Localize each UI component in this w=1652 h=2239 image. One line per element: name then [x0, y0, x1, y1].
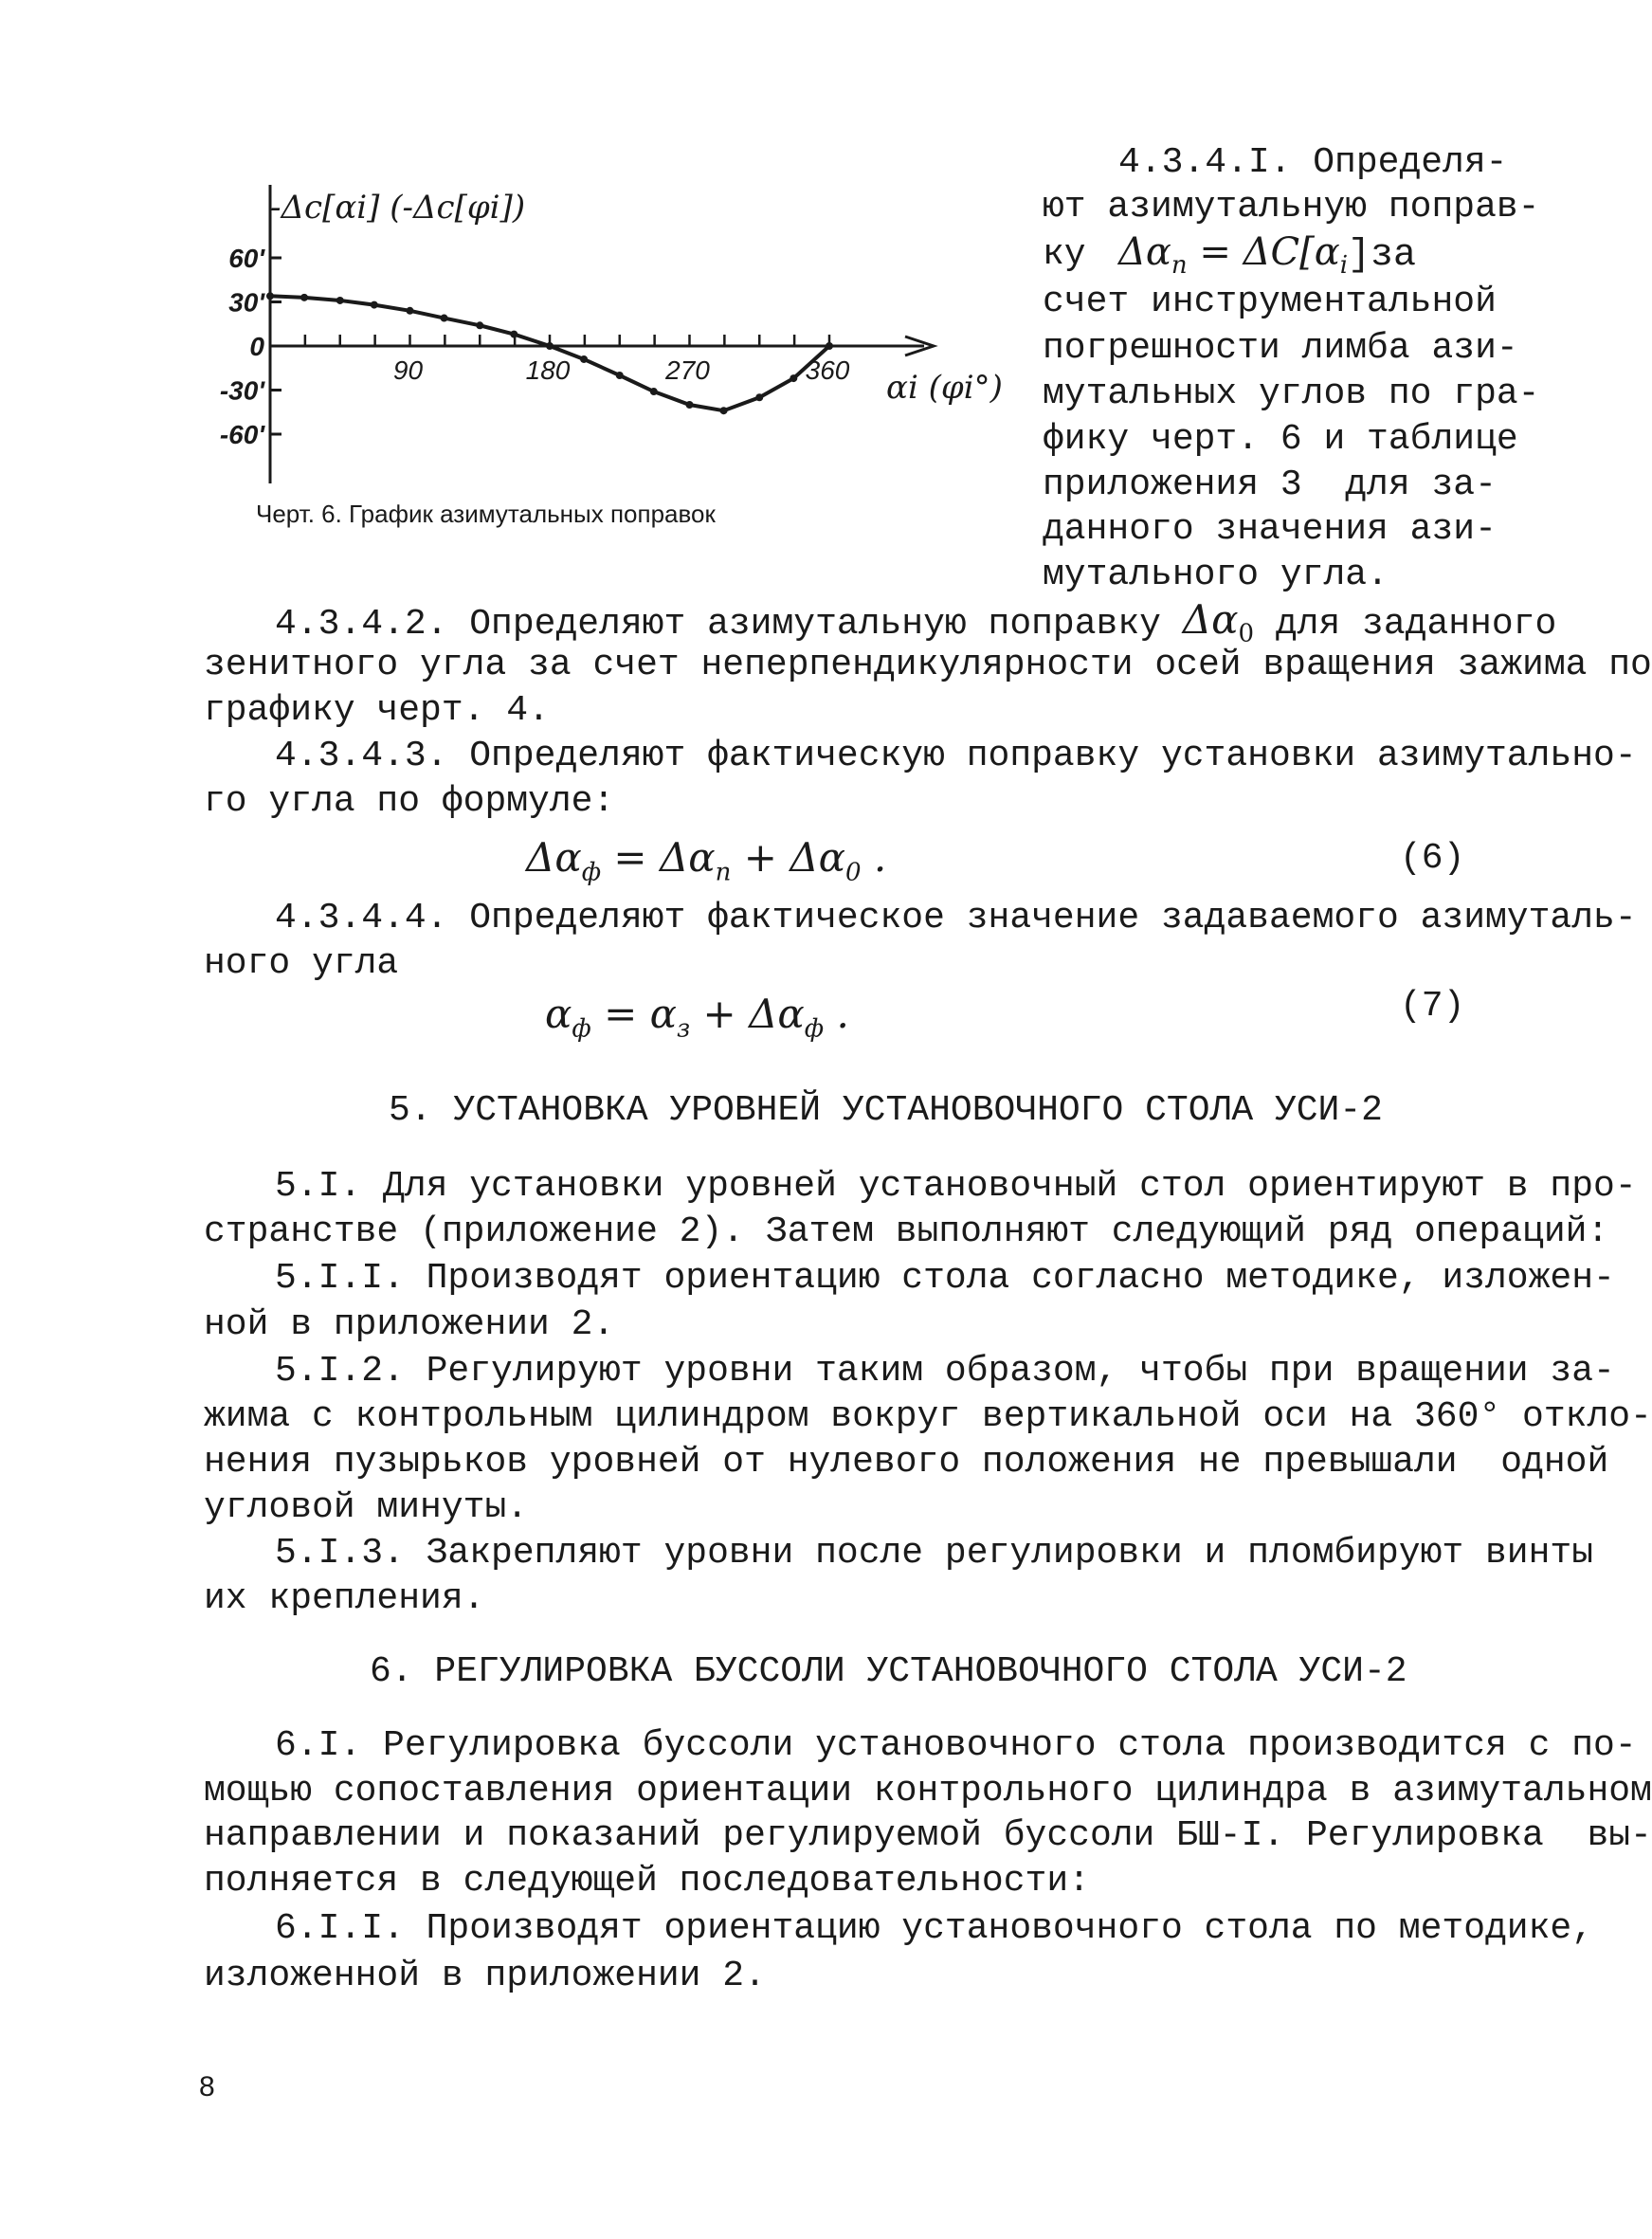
s5-line: жима с контрольным цилиндром вокруг вертикальной оси на 360° откло- — [204, 1396, 1652, 1437]
azimuth-correction-chart — [219, 171, 1003, 512]
data-point — [826, 342, 833, 350]
paragraph-4342-line2: зенитного угла за счет неперпендикулярности осей вращения зажима по — [204, 645, 1652, 685]
s5-line: нения пузырьков уровней от нулевого положения не превышали одной — [204, 1442, 1609, 1483]
side-line: ку — [1043, 234, 1086, 275]
paragraph-4342-line3: графику черт. 4. — [204, 690, 550, 731]
x-tick-label: 360 — [805, 355, 850, 385]
equation-7-number: (7) — [1400, 986, 1465, 1027]
s5-line: 5.I.3. Закрепляют уровни после регулировки и пломбируют винты — [275, 1533, 1594, 1574]
equation-7: $\alpha_ф = \alpha_з + \Delta\alpha_ф$ . — [545, 991, 849, 1044]
s5-line: 5.I.2. Регулируют уровни таким образом, чтобы при вращении за- — [275, 1351, 1615, 1392]
s5-line: их крепления. — [204, 1578, 485, 1619]
side-line: приложения 3 для за- — [1043, 464, 1497, 505]
data-point — [371, 301, 378, 309]
x-tick-label: 270 — [665, 355, 710, 385]
data-point — [686, 401, 694, 409]
y-axis-title: -Δc[αi] (-Δc[φi]) — [270, 189, 526, 227]
data-point — [650, 388, 658, 395]
paragraph-4342-line1: 4.3.4.2. Определяют азимутальную поправку $\Delta\alpha_0$ для заданного — [275, 596, 1557, 648]
paragraph-4344-line1: 4.3.4.4. Определяют фактическое значение задаваемого азимуталь- — [275, 898, 1637, 938]
data-point — [755, 393, 763, 401]
s6-line: направлении и показаний регулируемой буссоли БШ-I. Регулировка вы- — [204, 1815, 1652, 1856]
data-point — [441, 315, 448, 322]
side-line: данного значения ази- — [1043, 509, 1497, 550]
data-point — [616, 372, 624, 379]
side-line: мутальных углов по гра- — [1043, 373, 1540, 414]
data-point — [546, 342, 554, 350]
data-point — [407, 307, 414, 315]
data-point — [300, 294, 308, 301]
s6-line: 6.I. Регулировка буссоли установочного стола производится с по- — [275, 1725, 1637, 1766]
data-point — [580, 355, 588, 363]
data-point — [510, 331, 517, 338]
paragraph-4344-line2: ного угла — [204, 943, 399, 984]
section-6-title: 6. РЕГУЛИРОВКА БУССОЛИ УСТАНОВОЧНОГО СТОЛА УСИ-2 — [370, 1651, 1407, 1692]
correction-curve — [270, 296, 829, 410]
equation-6: $\Delta\alpha_ф = \Delta\alpha_п + \Delta\alpha_0$ . — [526, 834, 887, 887]
x-axis-title: αi (φi°) — [886, 369, 1003, 407]
side-line: фику черт. 6 и таблице — [1043, 419, 1518, 460]
s5-line: 5.I. Для установки уровней установочный стол ориентируют в про- — [275, 1166, 1637, 1207]
page-number: 8 — [199, 2071, 215, 2102]
y-tick-label: 30' — [228, 287, 264, 318]
x-tick-label: 90 — [392, 355, 424, 385]
side-line: мутального угла. — [1043, 555, 1389, 595]
s6-line: мощью сопоставления ориентации контрольного цилиндра в азимутальном — [204, 1771, 1652, 1811]
data-point — [476, 321, 483, 329]
side-line: погрешности лимба ази- — [1043, 328, 1518, 369]
section-5-title: 5. УСТАНОВКА УРОВНЕЙ УСТАНОВОЧНОГО СТОЛА УСИ-2 — [389, 1090, 1383, 1131]
x-tick-label: 180 — [525, 355, 571, 385]
y-tick-label: -30' — [219, 375, 264, 406]
s5-line: странстве (приложение 2). Затем выполняют следующий ряд операций: — [204, 1211, 1609, 1252]
data-point — [336, 297, 344, 304]
figure-caption: Черт. 6. График азимутальных поправок — [256, 500, 716, 528]
side-line: ют азимутальную поправ- — [1043, 187, 1540, 228]
data-point — [266, 292, 274, 300]
y-tick-label: 0 — [249, 332, 264, 361]
s5-line: угловой минуты. — [204, 1487, 529, 1528]
data-point — [790, 374, 797, 382]
side-formula: $\Delta\alpha_п = \Delta C[\alpha_i]за$ — [1118, 230, 1417, 280]
equation-6-number: (6) — [1400, 838, 1465, 879]
y-tick-label: -60' — [219, 420, 264, 449]
s5-line: ной в приложении 2. — [204, 1304, 615, 1345]
s5-line: 5.I.I. Производят ориентацию стола согласно методике, изложен- — [275, 1258, 1615, 1299]
paragraph-4343-line1: 4.3.4.3. Определяют фактическую поправку установки азимутально- — [275, 736, 1637, 776]
y-tick-label: 60' — [228, 244, 264, 273]
data-point — [720, 407, 728, 414]
s6-line: полняется в следующей последовательности: — [204, 1861, 1090, 1902]
side-line: 4.3.4.I. Определя- — [1118, 142, 1508, 183]
side-line: счет инструментальной — [1043, 282, 1497, 322]
s6-line: изложенной в приложении 2. — [204, 1956, 766, 1996]
s6-line: 6.I.I. Производят ориентацию установочного стола по методике, — [275, 1908, 1594, 1949]
paragraph-4343-line2: го угла по формуле: — [204, 781, 615, 822]
